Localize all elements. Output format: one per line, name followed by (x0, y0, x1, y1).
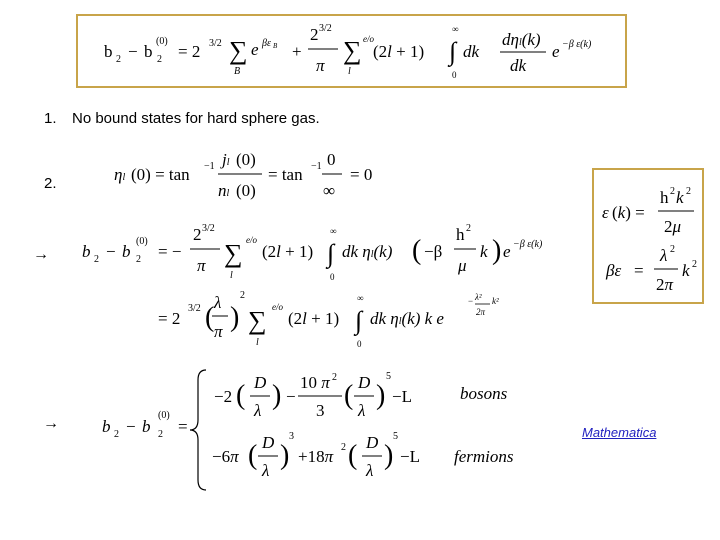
svg-text:(2l + 1): (2l + 1) (262, 242, 314, 261)
svg-text:λ: λ (660, 246, 668, 265)
svg-text:2: 2 (193, 225, 202, 244)
svg-text:2: 2 (114, 429, 119, 440)
svg-text:∑: ∑ (343, 36, 362, 65)
svg-text:−1: −1 (311, 161, 322, 172)
svg-text:∫: ∫ (355, 306, 363, 335)
svg-text:2μ: 2μ (664, 217, 682, 236)
svg-text:(: ( (236, 380, 246, 411)
svg-text:2: 2 (332, 372, 337, 383)
svg-text:(: ( (248, 440, 258, 471)
svg-text:−: − (286, 387, 296, 406)
svg-text:dk: dk (510, 56, 527, 75)
svg-text:(: ( (344, 380, 354, 411)
svg-text:λ²: λ² (475, 292, 482, 302)
svg-text:B: B (273, 42, 278, 50)
svg-text:(0): (0) (158, 410, 170, 421)
svg-text:3/2: 3/2 (319, 23, 332, 34)
svg-text:0: 0 (452, 70, 457, 80)
svg-text:−6π: −6π (212, 447, 239, 466)
svg-text:2: 2 (686, 186, 691, 197)
svg-text:B: B (234, 66, 241, 77)
svg-text:D: D (254, 373, 267, 392)
svg-text:3/2: 3/2 (209, 38, 222, 49)
svg-text:D: D (358, 373, 371, 392)
svg-text:b: b (144, 42, 153, 61)
svg-text:b: b (82, 242, 91, 261)
svg-text:−2: −2 (214, 387, 233, 406)
svg-text:−: − (128, 42, 138, 61)
svg-text:b: b (122, 242, 131, 261)
svg-text:∫: ∫ (327, 239, 335, 268)
svg-text:2: 2 (136, 254, 141, 265)
svg-text:k: k (480, 242, 488, 261)
svg-text:): ) (230, 302, 240, 333)
svg-text:2: 2 (157, 54, 162, 65)
item-2-number: 2. (44, 175, 57, 192)
svg-text:e: e (503, 242, 511, 261)
svg-text:dk: dk (463, 42, 480, 61)
svg-text:−β: −β (424, 242, 443, 261)
svg-text:π: π (197, 256, 206, 275)
svg-text:): ) (280, 440, 290, 471)
svg-text:2: 2 (670, 186, 675, 197)
svg-text:−: − (106, 242, 116, 261)
svg-text:10 π: 10 π (300, 373, 330, 392)
svg-text:π: π (316, 56, 325, 75)
svg-text:): ) (384, 440, 394, 471)
svg-text:D: D (366, 433, 379, 452)
svg-text:k: k (682, 261, 690, 280)
svg-text:(0): (0) (236, 150, 256, 169)
item-1-text: No bound states for hard sphere gas. (72, 110, 320, 127)
svg-text:ε: ε (602, 203, 609, 222)
svg-text:−β ε(k): −β ε(k) (513, 239, 543, 250)
svg-text:−1: −1 (204, 161, 215, 172)
svg-text:(: ( (412, 235, 422, 266)
svg-text:h: h (660, 188, 669, 207)
svg-text:∑: ∑ (229, 36, 248, 65)
svg-text:dk ηl(k) k e: dk ηl(k) k e (370, 309, 444, 328)
svg-text:3/2: 3/2 (202, 223, 215, 234)
svg-text:l: l (230, 270, 233, 281)
svg-text:+18π: +18π (298, 447, 334, 466)
svg-text:0: 0 (357, 339, 362, 349)
svg-text:(0): (0) (136, 236, 148, 247)
svg-text:2: 2 (116, 54, 121, 65)
svg-text:−L: −L (400, 447, 420, 466)
svg-text:): ) (376, 380, 386, 411)
svg-text:= tan: = tan (268, 165, 303, 184)
svg-text:3: 3 (289, 431, 294, 442)
svg-text:∑: ∑ (224, 239, 243, 268)
svg-text:2: 2 (341, 442, 346, 453)
bosons-label: bosons (460, 384, 508, 403)
svg-text:= 0: = 0 (350, 165, 373, 184)
svg-text:λ: λ (262, 461, 270, 480)
svg-text:λ: λ (358, 401, 366, 420)
svg-text:(0): (0) (156, 36, 168, 47)
svg-text:k²: k² (492, 296, 499, 306)
svg-text:l: l (348, 66, 351, 77)
svg-text:e/o: e/o (272, 302, 283, 312)
svg-text:dηl(k): dηl(k) (502, 30, 541, 49)
svg-text:−: − (126, 417, 136, 436)
svg-text:= 2: = 2 (178, 42, 201, 61)
svg-text:μ: μ (458, 256, 467, 275)
svg-text:2: 2 (310, 25, 319, 44)
svg-text:k: k (676, 188, 684, 207)
svg-text:(0) = tan: (0) = tan (131, 165, 190, 184)
svg-text:=: = (634, 261, 644, 280)
svg-text:∞: ∞ (330, 226, 337, 236)
svg-text:h: h (456, 225, 465, 244)
svg-text:): ) (272, 380, 282, 411)
svg-text:e: e (552, 42, 560, 61)
svg-text:e: e (251, 40, 259, 59)
svg-text:= −: = − (158, 242, 182, 261)
svg-text:dk ηl(k): dk ηl(k) (342, 242, 393, 261)
fermions-label: fermions (454, 447, 514, 466)
svg-text:b: b (102, 417, 111, 436)
svg-text:−β ε(k): −β ε(k) (562, 39, 592, 50)
svg-text:βε: βε (606, 261, 622, 280)
svg-text:∞: ∞ (452, 24, 459, 34)
mathematica-link[interactable]: Mathematica (582, 425, 657, 440)
svg-text:(: ( (205, 302, 215, 333)
svg-text:2π: 2π (656, 275, 674, 294)
svg-text:−: − (468, 296, 474, 306)
svg-text:2: 2 (466, 223, 471, 234)
svg-text:b: b (142, 417, 151, 436)
svg-text:λ: λ (254, 401, 262, 420)
svg-text:π: π (214, 322, 223, 341)
svg-text:βε: βε (262, 38, 271, 49)
svg-text:λ: λ (214, 293, 222, 312)
svg-text:∑: ∑ (248, 306, 267, 335)
svg-text:2: 2 (94, 254, 99, 265)
svg-text:5: 5 (393, 431, 398, 442)
svg-text:(2l + 1): (2l + 1) (373, 42, 425, 61)
svg-text:= 2: = 2 (158, 309, 181, 328)
b2-minus-b2zero: b (104, 42, 113, 61)
svg-text:−L: −L (392, 387, 412, 406)
item-1-number: 1. (44, 110, 57, 127)
svg-text:+: + (292, 42, 302, 61)
svg-text:ηl: ηl (114, 165, 126, 184)
svg-text:nl: nl (218, 181, 230, 200)
svg-text:∞: ∞ (323, 181, 336, 200)
arrow-icon: → (33, 246, 49, 263)
svg-text:∫: ∫ (449, 37, 457, 66)
svg-text:2: 2 (692, 259, 697, 270)
svg-text:2: 2 (240, 290, 245, 301)
svg-text:2π: 2π (476, 307, 486, 317)
svg-text:(0): (0) (236, 181, 256, 200)
svg-text:(: ( (348, 440, 358, 471)
svg-text:e/o: e/o (246, 235, 257, 245)
svg-text:0: 0 (330, 272, 335, 282)
svg-text:3: 3 (316, 401, 325, 420)
svg-text:3/2: 3/2 (188, 303, 201, 314)
arrow-icon: → (43, 415, 59, 432)
svg-text:=: = (178, 417, 188, 436)
svg-text:l: l (256, 337, 259, 348)
svg-text:∞: ∞ (357, 293, 364, 303)
svg-text:0: 0 (327, 150, 336, 169)
svg-text:5: 5 (386, 371, 391, 382)
svg-text:D: D (262, 433, 275, 452)
svg-text:jl: jl (222, 150, 230, 169)
svg-text:2: 2 (158, 429, 163, 440)
svg-text:λ: λ (366, 461, 374, 480)
svg-text:2: 2 (670, 244, 675, 255)
svg-text:e/o: e/o (363, 34, 374, 44)
svg-text:(2l + 1): (2l + 1) (288, 309, 340, 328)
svg-text:(k) =: (k) = (612, 203, 645, 222)
svg-text:): ) (492, 235, 502, 266)
